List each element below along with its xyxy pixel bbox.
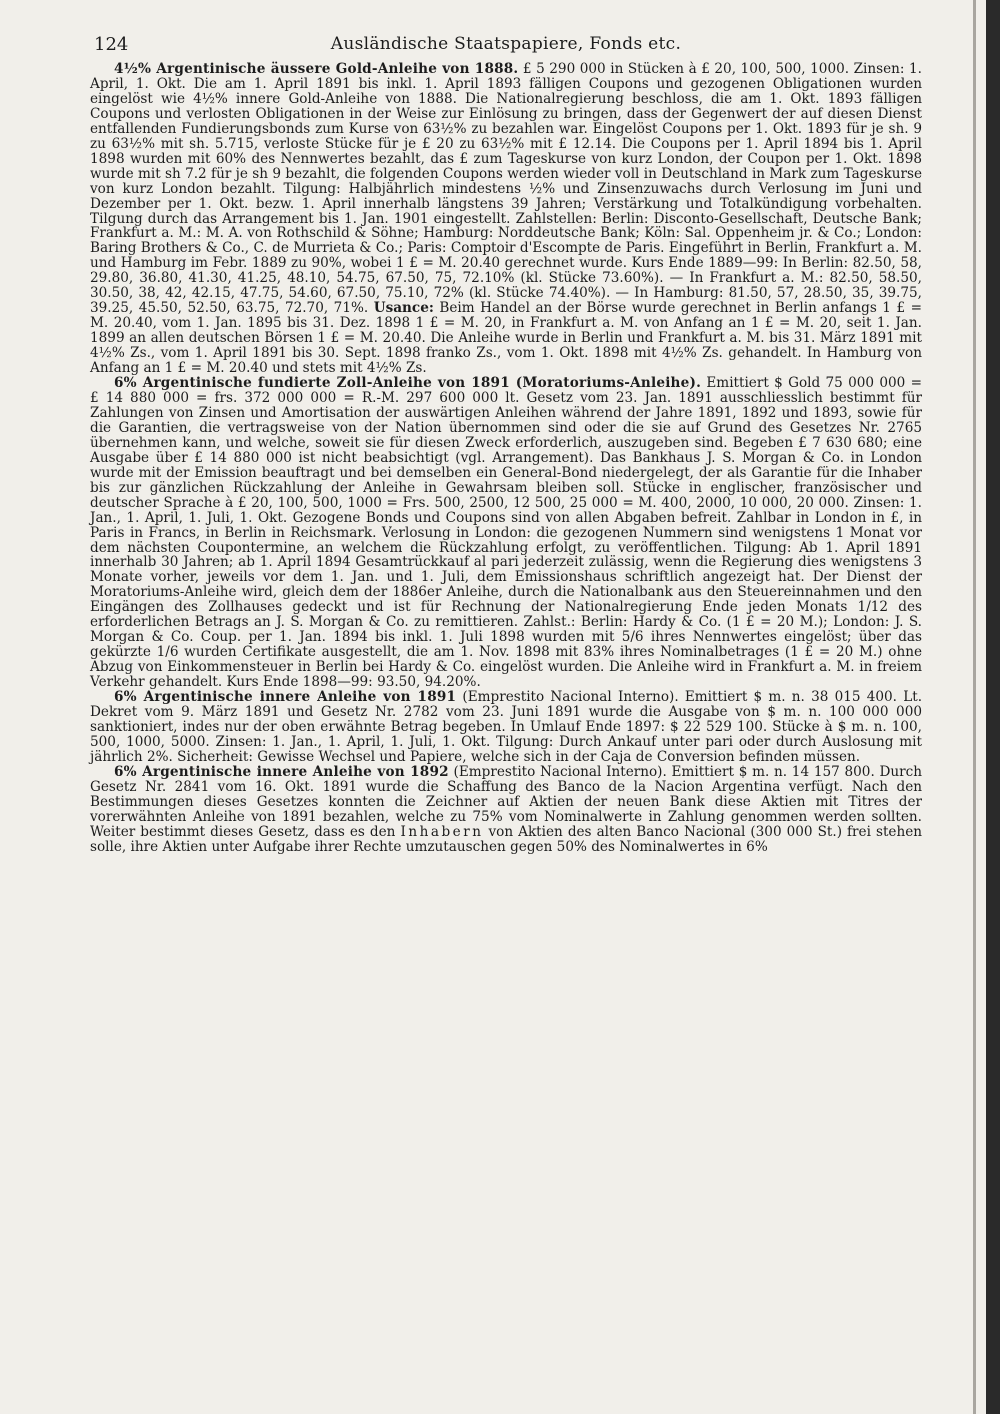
running-title: Ausländische Staatspapiere, Fonds etc. — [330, 34, 682, 54]
entry-heading: 6% Argentinische fundierte Zoll-Anleihe von 1891 (Moratoriums-Anleihe). — [114, 375, 702, 392]
entry-heading: 4½% Argentinische äussere Gold-Anleihe von 1888. — [114, 61, 519, 77]
usance-label: Usance: — [373, 300, 434, 317]
scan-edge-line — [973, 0, 976, 1414]
entry-body: (Emprestito Nacional Interno). Emittiert $ m. n. 38 015 400. Lt. Dekret vom 9. März 1891 und Gesetz Nr. 2782 vom 23. Juni 1891 wurde die Ausgabe von $ m. n. 100 000 000 sanktioniert, indes nur der oben erwähnte Betrag begeben. In Umlauf Ende 1897: $ 22 529 100. Stücke à $ m. n. 100, 500, 1000, 5000. Zinsen: 1. Jan., 1. April, 1. Juli, 1. Okt. Tilgung: Durch Ankauf unter pari oder durch Auslosung mit jährlich 2%. Sicherheit: Gewisse Wechsel und Papiere, welche sich in der Caja de Conversion befinden müssen. — [90, 689, 923, 765]
document-page — [90, 28, 922, 855]
spaced-word: Inhabern — [400, 823, 484, 840]
entry-body: Emittiert $ Gold 75 000 000 = £ 14 880 000 = frs. 372 000 000 = R.-M. 297 600 000 lt. Gesetz vom 23. Jan. 1891 ausschliesslich bestimmt für Zahlungen von Zinsen und Amortisation der auswärtigen Anleihen während der Jahre 1891, 1892 und 1893, sowie für die Garantien, die vertragsweise von der Nation übernommen sind oder die sie auf Grund des Gesetzes Nr. 2765 übernehmen kann, und welche, soweit sie für diesen Zweck erforderlich, auszugeben sind. Begeben £ 7 630 680; eine Ausgabe über £ 14 880 000 ist nicht beabsichtigt (vgl. Arrangement). Das Bankhaus J. S. Morgan & Co. in London wurde mit der Emission beauftragt und bei demselben ein General-Bond niedergelegt, der als Garantie für die Inhaber bis zur gänzlichen Rückzahlung der Anleihe in Gewahrsam bleiben soll. Stücke in englischer, französischer und deutscher Sprache à £ 20, 100, 500, 1000 = Frs. 500, 2500, 12 500, 25 000 = M. 400, 2000, 10 000, 20 000. Zinsen: 1. Jan., 1. April, 1. Juli, 1. Okt. Gezogene Bonds und Coupons sind von allen Abgaben befreit. Zahlbar in London in £, in Paris in Francs, in Berlin in Reichsmark. Verlosung in London: die gezogenen Nummern sind wenigstens 1 Monat vor dem nächsten Coupontermine, an welchem die Rückzahlung erfolgt, zu veröffentlichen. Tilgung: Ab 1. April 1891 innerhalb 30 Jahren; ab 1. April 1894 Gesamtrückkauf al pari jederzeit zulässig, wenn die Regierung dies wenigstens 3 Monate vorher, jeweils vor dem 1. Jan. und 1. Juli, dem Emissionshaus schriftlich angezeigt hat. Der Dienst der Moratoriums-Anleihe wird, gleich dem der 1886er Anleihe, durch die Nationalbank aus den Steuereinnahmen und den Eingängen des Zollhauses gedeckt und ist für Rechnung der Nationalregierung Ende jeden Monats 1/12 des erforderlichen Betrags an J. S. Morgan & Co. zu remittieren. Zahlst.: Berlin: Hardy & Co. (1 £ = 20 M.); London: J. S. Morgan & Co. Coup. per 1. Jan. 1894 bis inkl. 1. Juli 1898 wurden mit 5/6 ihres Nennwertes eingelöst; über das gekürzte 1/6 wurden Certifikate ausgestellt, die am 1. Nov. 1898 mit 83% ihres Nominalbetrages (1 £ = 20 M.) ohne Abzug von Einkommensteuer in Berlin bei Hardy & Co. eingelöst wurden. Die Anleihe wird in Frankfurt a. M. in freiem Verkehr gehandelt. Kurs Ende 1898—99: 93.50, 94.20%. — [90, 375, 922, 691]
entry-body-continued: von Aktien des alten Banco Nacional (300 000 St.) frei stehen solle, ihre Aktien unter Aufgabe ihrer Rechte umzutauschen gegen 50% des Nominalwertes in 6% — [90, 823, 922, 855]
page-number: 124 — [94, 34, 129, 55]
entry-innere-anleihe-1892 — [90, 765, 922, 855]
entry-heading: 6% Argentinische innere Anleihe von 1892 — [114, 763, 449, 780]
entry-heading: 6% Argentinische innere Anleihe von 1891 — [114, 689, 457, 706]
scan-edge-shadow — [986, 0, 1000, 1414]
page-header — [90, 28, 922, 62]
entry-zoll-anleihe-1891 — [90, 376, 922, 690]
entry-body: (Emprestito Nacional Interno). Emittiert $ m. n. 14 157 800. Durch Gesetz Nr. 2841 vom 16. Okt. 1891 wurde die Schaffung des Banco de la Nacion Argentina verfügt. Nach den Bestimmungen dieses Gesetzes konnten die Zeichner auf Aktien der neuen Bank diese Aktien mit Titres der vorerwähnten Anleihe von 1891 bezahlen, welche zu 75% vom Nominalwerte in Zahlung genommen werden sollten. Weiter bestimmt dieses Gesetz, dass es den — [90, 763, 923, 840]
entry-body: £ 5 290 000 in Stücken à £ 20, 100, 500, 1000. Zinsen: 1. April, 1. Okt. Die am 1. April 1891 bis inkl. 1. April 1893 fälligen Coupons und gezogenen Obligationen wurden eingelöst wie 4½% innere Gold-Anleihe von 1888. Die Nationalregierung beschloss, die am 1. Okt. 1893 fälligen Coupons und verlosten Obligationen in der Weise zur Einlösung zu bringen, dass der Gegenwert der auf diesen Dienst entfallenden Fundierungsbonds zum Kurse von 63½% zu bezahlen war. Eingelöst Coupons per 1. Okt. 1893 für je sh. 9 zu 63½% mit sh. 5.715, verloste Stücke für je £ 20 zu 63½% mit £ 12.14. Die Coupons per 1. April 1894 bis 1. April 1898 wurden mit 60% des Nennwertes bezahlt, das £ zum Tageskurse von kurz London, der Coupon per 1. Okt. 1898 wurde mit sh 7.2 für je sh 9 bezahlt, die folgenden Coupons werden wieder voll in Deutschland in Mark zum Tageskurse von kurz London bezahlt. Tilgung: Halbjährlich mindestens ½% und Zinsenzuwachs durch Verlosung im Juni und Dezember per 1. Okt. bezw. 1. April innerhalb längstens 39 Jahren; Verstärkung und Totalkündigung vorbehalten. Tilgung durch das Arrangement bis 1. Jan. 1901 eingestellt. Zahlstellen: Berlin: Disconto-Gesellschaft, Deutsche Bank; Frankfurt a. M.: M. A. von Rothschild & Söhne; Hamburg: Norddeutsche Bank; Köln: Sal. Oppenheim jr. & Co.; London: Baring Brothers & Co., C. de Murrieta & Co.; Paris: Comptoir d'Escompte de Paris. Eingeführt in Berlin, Frankfurt a. M. und Hamburg im Febr. 1889 zu 90%, wobei 1 £ = M. 20.40 gerechnet wurde. Kurs Ende 1889—99: In Berlin: 82.50, 58, 29.80, 36.80, 41.30, 41.25, 48.10, 54.75, 67.50, 75, 72.10% (kl. Stücke 73.60%). — In Frankfurt a. M.: 82.50, 58.50, 30.50, 38, 42, 42.15, 47.75, 54.60, 67.50, 75.10, 72% (kl. Stücke 74.40%). — In Hamburg: 81.50, 57, 28.50, 35, 39.75, 39.25, 45.50, 52.50, 63.75, 72.70, 71%. — [90, 61, 923, 317]
entry-gold-anleihe-1888 — [90, 62, 922, 376]
entry-innere-anleihe-1891 — [90, 690, 922, 765]
usance-text: Beim Handel an der Börse wurde gerechnet in Berlin anfangs 1 £ = M. 20.40, vom 1. Jan. 1895 bis 31. Dez. 1898 1 £ = M. 20, in Frankfurt a. M. von Anfang an 1 £ = M. 20, seit 1. Jan. 1899 an allen deutschen Börsen 1 £ = M. 20.40. Die Anleihe wurde in Berlin und Frankfurt a. M. bis 31. März 1891 mit 4½% Zs., vom 1. April 1891 bis 30. Sept. 1898 franko Zs., vom 1. Okt. 1898 mit 4½% Zs. gehandelt. In Hamburg von Anfang an 1 £ = M. 20.40 und stets mit 4½% Zs. — [90, 300, 922, 377]
